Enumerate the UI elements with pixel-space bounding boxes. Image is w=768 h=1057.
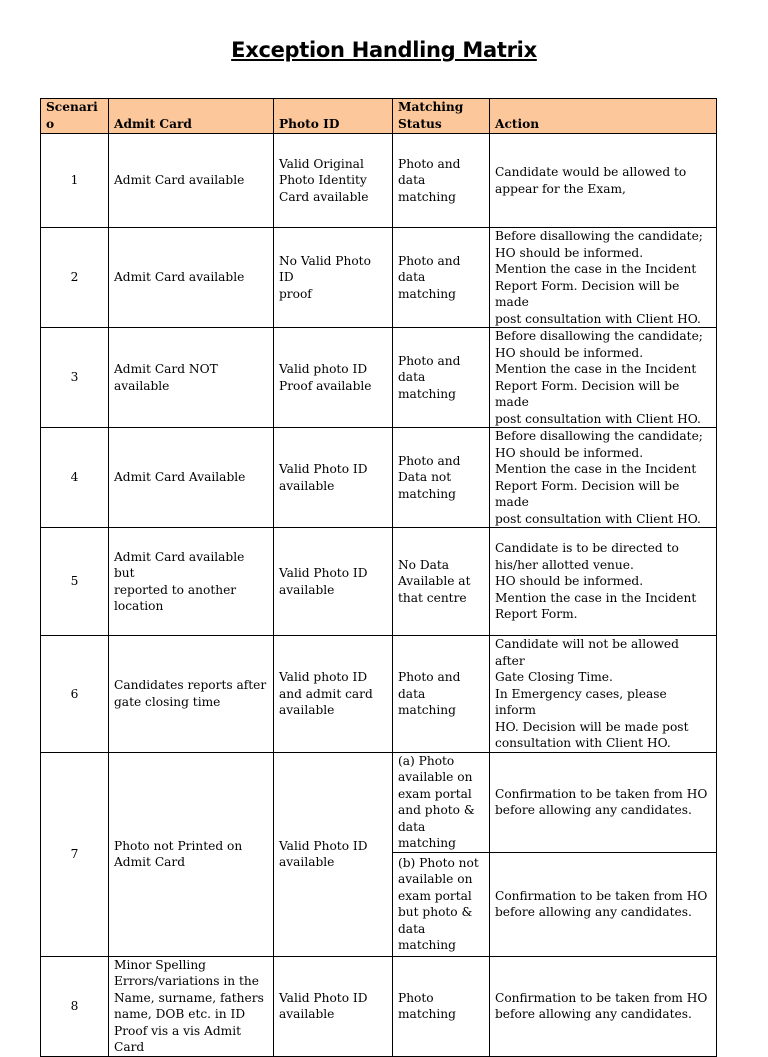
page-title: Exception Handling Matrix: [231, 38, 537, 62]
admit-card-cell: Minor Spelling Errors/variations in the Name, surname, fathers name, DOB etc. in ID Proof vis a vis Admit Card: [109, 956, 274, 1056]
header-scenario: Scenari o: [41, 99, 109, 134]
photo-id-cell: Valid Original Photo Identity Card available: [274, 134, 393, 228]
scenario-number: 3: [41, 328, 109, 428]
admit-card-cell: Admit Card available: [109, 228, 274, 328]
action-cell: Before disallowing the candidate; HO should be informed. Mention the case in the Incident Report Form. Decision will be made post consultation with Client HO.: [490, 428, 717, 528]
matching-status-cell: (b) Photo not available on exam portal but photo & data matching: [393, 852, 490, 956]
admit-card-cell: Photo not Printed on Admit Card: [109, 752, 274, 956]
header-row: [41, 99, 717, 134]
photo-id-cell: Valid Photo ID available: [274, 752, 393, 956]
table-row: [41, 528, 717, 636]
header-admit-card: Admit Card: [109, 99, 274, 134]
matching-status-cell: (a) Photo available on exam portal and photo & data matching: [393, 752, 490, 852]
action-cell: Candidate is to be directed to his/her allotted venue. HO should be informed. Mention the case in the Incident Report Form.: [490, 528, 717, 636]
admit-card-cell: Admit Card available but reported to another location: [109, 528, 274, 636]
photo-id-cell: Valid photo ID Proof available: [274, 328, 393, 428]
matching-status-cell: Photo and Data not matching: [393, 428, 490, 528]
table-row: [41, 134, 717, 228]
matching-status-cell: Photo matching: [393, 956, 490, 1056]
scenario-number: 4: [41, 428, 109, 528]
scenario-number: 5: [41, 528, 109, 636]
action-cell: Before disallowing the candidate; HO should be informed. Mention the case in the Incident Report Form. Decision will be made post consultation with Client HO.: [490, 328, 717, 428]
admit-card-cell: Admit Card available: [109, 134, 274, 228]
action-cell: Confirmation to be taken from HO before allowing any candidates.: [490, 752, 717, 852]
scenario-number: 7: [41, 752, 109, 956]
matching-status-cell: Photo and data matching: [393, 228, 490, 328]
header-matching-status: Matching Status: [393, 99, 490, 134]
table-row: [41, 636, 717, 753]
photo-id-cell: Valid Photo ID available: [274, 956, 393, 1056]
admit-card-cell: Admit Card Available: [109, 428, 274, 528]
scenario-number: 8: [41, 956, 109, 1056]
photo-id-cell: Valid photo ID and admit card available: [274, 636, 393, 753]
table-row: [41, 328, 717, 428]
action-cell: Confirmation to be taken from HO before allowing any candidates.: [490, 852, 717, 956]
photo-id-cell: Valid Photo ID available: [274, 428, 393, 528]
header-action: Action: [490, 99, 717, 134]
table-row: [41, 752, 717, 852]
header-photo-id: Photo ID: [274, 99, 393, 134]
table-row: [41, 956, 717, 1056]
matching-status-cell: Photo and data matching: [393, 134, 490, 228]
admit-card-cell: Admit Card NOT available: [109, 328, 274, 428]
action-cell: Candidate will not be allowed after Gate Closing Time. In Emergency cases, please inform HO. Decision will be made post consultation with Client HO.: [490, 636, 717, 753]
matching-status-cell: No Data Available at that centre: [393, 528, 490, 636]
scenario-number: 6: [41, 636, 109, 753]
action-cell: Before disallowing the candidate; HO should be informed. Mention the case in the Incident Report Form. Decision will be made post consultation with Client HO.: [490, 228, 717, 328]
scenario-number: 1: [41, 134, 109, 228]
photo-id-cell: No Valid Photo ID proof: [274, 228, 393, 328]
action-cell: Confirmation to be taken from HO before allowing any candidates.: [490, 956, 717, 1056]
matching-status-cell: Photo and data matching: [393, 636, 490, 753]
matching-status-cell: Photo and data matching: [393, 328, 490, 428]
admit-card-cell: Candidates reports after gate closing time: [109, 636, 274, 753]
action-cell: Candidate would be allowed to appear for the Exam,: [490, 134, 717, 228]
table-row: [41, 428, 717, 528]
table-row: [41, 228, 717, 328]
exception-matrix-table: [40, 98, 717, 1057]
photo-id-cell: Valid Photo ID available: [274, 528, 393, 636]
scenario-number: 2: [41, 228, 109, 328]
